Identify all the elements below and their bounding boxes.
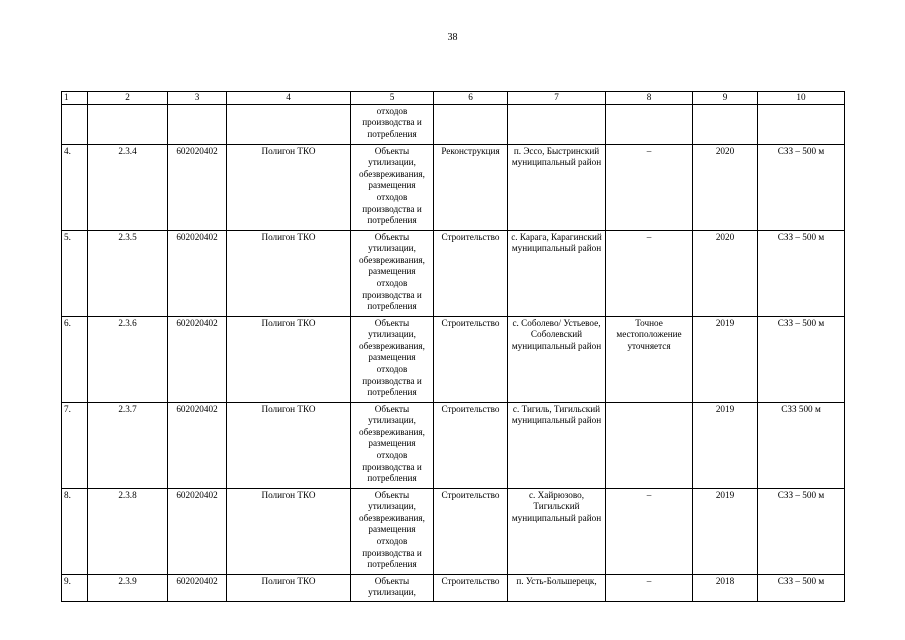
table-cell: 602020402 — [168, 574, 227, 601]
table-cell: 2.3.8 — [88, 488, 168, 574]
table-cell: – — [606, 144, 693, 230]
column-header: 6 — [434, 92, 508, 105]
table-cell: 2020 — [693, 230, 758, 316]
table-cell — [168, 104, 227, 144]
table-cell: 2.3.9 — [88, 574, 168, 601]
table-header-row — [62, 92, 845, 105]
table-cell: 602020402 — [168, 316, 227, 402]
column-header: 2 — [88, 92, 168, 105]
table-cell: п. Усть-Большерецк, — [508, 574, 606, 601]
table-cell: с. Хайрюзово, Тигильский муниципальный район — [508, 488, 606, 574]
column-header: 1 — [62, 92, 88, 105]
table-cell: Строительство — [434, 488, 508, 574]
table-cell: с. Карага, Карагинский муниципальный район — [508, 230, 606, 316]
column-header: 8 — [606, 92, 693, 105]
column-header: 5 — [351, 92, 434, 105]
table-cell: СЗЗ – 500 м — [758, 144, 845, 230]
table-cell: Объекты утилизации, обезвреживания, размещения отходов производства и потребления — [351, 402, 434, 488]
table-cell: Реконструкция — [434, 144, 508, 230]
table-row — [62, 316, 845, 402]
table-cell: 2018 — [693, 574, 758, 601]
table-cell: 2.3.5 — [88, 230, 168, 316]
table-cell: Полигон ТКО — [227, 402, 351, 488]
table-cell: 4. — [62, 144, 88, 230]
table-cell: Точное местоположение уточняется — [606, 316, 693, 402]
table-cell — [62, 104, 88, 144]
table-cell: 6. — [62, 316, 88, 402]
table-cell: СЗЗ 500 м — [758, 402, 845, 488]
table-cell: СЗЗ – 500 м — [758, 230, 845, 316]
table-row — [62, 230, 845, 316]
column-header: 3 — [168, 92, 227, 105]
table-row — [62, 402, 845, 488]
table-cell: – — [606, 488, 693, 574]
table-cell: 8. — [62, 488, 88, 574]
table-cell — [434, 104, 508, 144]
table-cell: Полигон ТКО — [227, 316, 351, 402]
table-cell: Полигон ТКО — [227, 488, 351, 574]
table-cell: 2.3.4 — [88, 144, 168, 230]
table-cell: Объекты утилизации, обезвреживания, размещения отходов производства и потребления — [351, 230, 434, 316]
table-cell: Объекты утилизации, обезвреживания, размещения отходов производства и потребления — [351, 316, 434, 402]
table-cell — [88, 104, 168, 144]
table-cell: с. Тигиль, Тигильский муниципальный район — [508, 402, 606, 488]
table-cell: 2019 — [693, 488, 758, 574]
table-cell: 2019 — [693, 402, 758, 488]
table-cell: отходов производства и потребления — [351, 104, 434, 144]
column-header: 4 — [227, 92, 351, 105]
table-cell — [693, 104, 758, 144]
table-row — [62, 144, 845, 230]
table-cell: Строительство — [434, 574, 508, 601]
table-cell: Объекты утилизации, обезвреживания, размещения отходов производства и потребления — [351, 144, 434, 230]
table-cell: СЗЗ – 500 м — [758, 488, 845, 574]
table-cell: Строительство — [434, 230, 508, 316]
table-row — [62, 574, 845, 601]
objects-table — [61, 91, 845, 602]
table-cell: Полигон ТКО — [227, 230, 351, 316]
table-cell: 9. — [62, 574, 88, 601]
table-cell — [758, 104, 845, 144]
table-cell — [508, 104, 606, 144]
page-number: 38 — [447, 32, 458, 43]
table-cell: Полигон ТКО — [227, 574, 351, 601]
table-cell: СЗЗ – 500 м — [758, 316, 845, 402]
table-cell: Строительство — [434, 402, 508, 488]
table-cell: – — [606, 574, 693, 601]
column-header: 10 — [758, 92, 845, 105]
table-cell: Объекты утилизации, — [351, 574, 434, 601]
table-cell: с. Соболево/ Устьевое, Соболевский муниципальный район — [508, 316, 606, 402]
table-cell: 2019 — [693, 316, 758, 402]
table-cell — [606, 104, 693, 144]
table-cell: 7. — [62, 402, 88, 488]
table-cell: п. Эссо, Быстринский муниципальный район — [508, 144, 606, 230]
table-cell: 2.3.6 — [88, 316, 168, 402]
table-cell: СЗЗ – 500 м — [758, 574, 845, 601]
table-body — [62, 92, 845, 602]
table-cell: 602020402 — [168, 230, 227, 316]
table-row — [62, 488, 845, 574]
table-cell: Полигон ТКО — [227, 144, 351, 230]
table-row-continuation — [62, 104, 845, 144]
column-header: 7 — [508, 92, 606, 105]
table-cell: 602020402 — [168, 488, 227, 574]
table-cell: Объекты утилизации, обезвреживания, размещения отходов производства и потребления — [351, 488, 434, 574]
table-cell: 602020402 — [168, 402, 227, 488]
table-cell: 5. — [62, 230, 88, 316]
table-cell: Строительство — [434, 316, 508, 402]
table-cell — [606, 402, 693, 488]
table-cell: 2.3.7 — [88, 402, 168, 488]
column-header: 9 — [693, 92, 758, 105]
table-cell: – — [606, 230, 693, 316]
table-cell — [227, 104, 351, 144]
table-cell: 602020402 — [168, 144, 227, 230]
table-cell: 2020 — [693, 144, 758, 230]
